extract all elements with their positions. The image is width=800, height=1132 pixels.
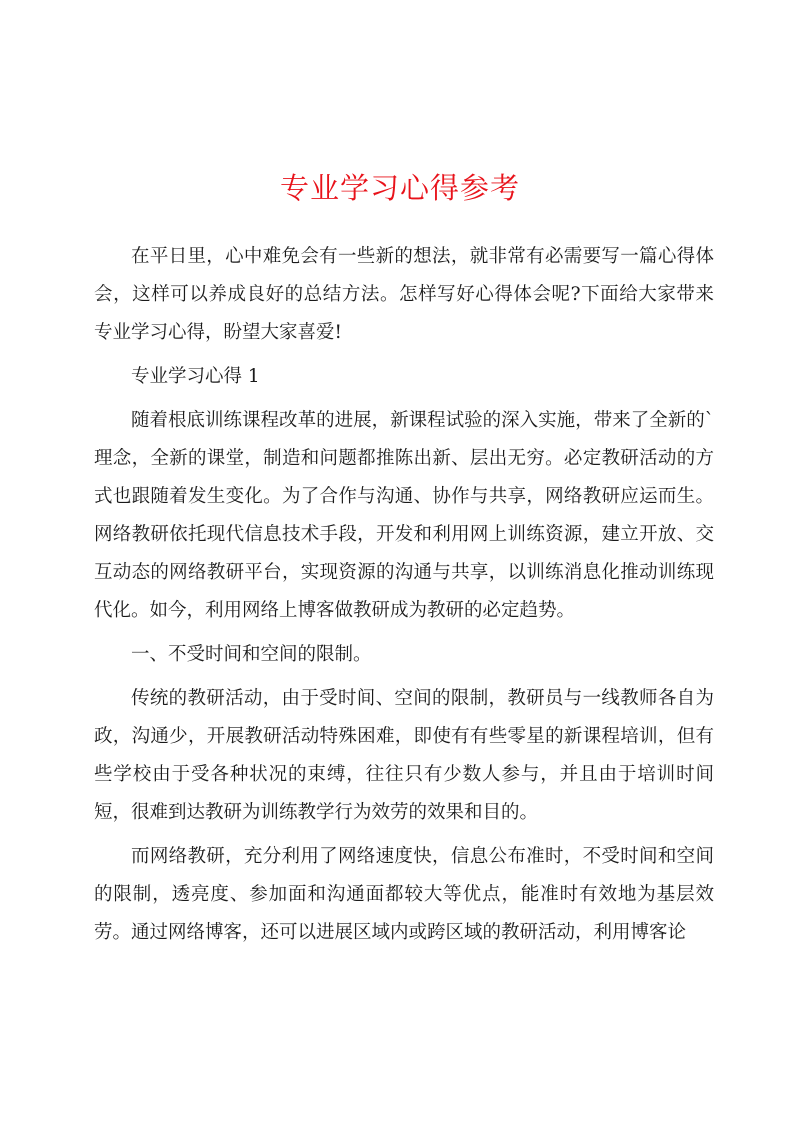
body-paragraph: 随着根底训练课程改革的进展，新课程试验的深入实施，带来了全新的`理念，全新的课堂，制造和问题都推陈出新、层出无穷。必定教研活动的方式也跟随着发生变化。为了合作与沟通、协作与共享，网络教研应运而生。网络教研依托现代信息技术手段，开发和利用网上训练资源，建立开放、交互动态的网络教研平台，实现资源的沟通与共享，以训练消息化推动训练现代化。如今，利用网络上博客做教研成为教研的必定趋势。 xyxy=(94,410,714,621)
document-body xyxy=(94,238,714,958)
body-paragraph: 而网络教研，充分利用了网络速度快，信息公布准时，不受时间和空间的限制，透亮度、参加面和沟通面都较大等优点，能准时有效地为基层效劳。通过网络博客，还可以进展区域内或跨区域的教研活动，利用博客论 xyxy=(94,846,714,943)
subsection-heading: 一、不受时间和空间的限制。 xyxy=(131,644,372,665)
document-title: 专业学习心得参考 xyxy=(279,171,520,205)
section-heading: 专业学习心得 1 xyxy=(131,366,260,387)
intro-paragraph: 在平日里，心中难免会有一些新的想法，就非常有必需要写一篇心得体会，这样可以养成良好的总结方法。怎样写好心得体会呢?下面给大家带来专业学习心得，盼望大家喜爱! xyxy=(94,246,714,343)
body-paragraph: 传统的教研活动，由于受时间、空间的限制，教研员与一线教师各自为政，沟通少，开展教研活动特殊困难，即使有有些零星的新课程培训，但有些学校由于受各种状况的束缚，往往只有少数人参与，并且由于培训时间短，很难到达教研为训练教学行为效劳的效果和目的。 xyxy=(94,688,714,823)
